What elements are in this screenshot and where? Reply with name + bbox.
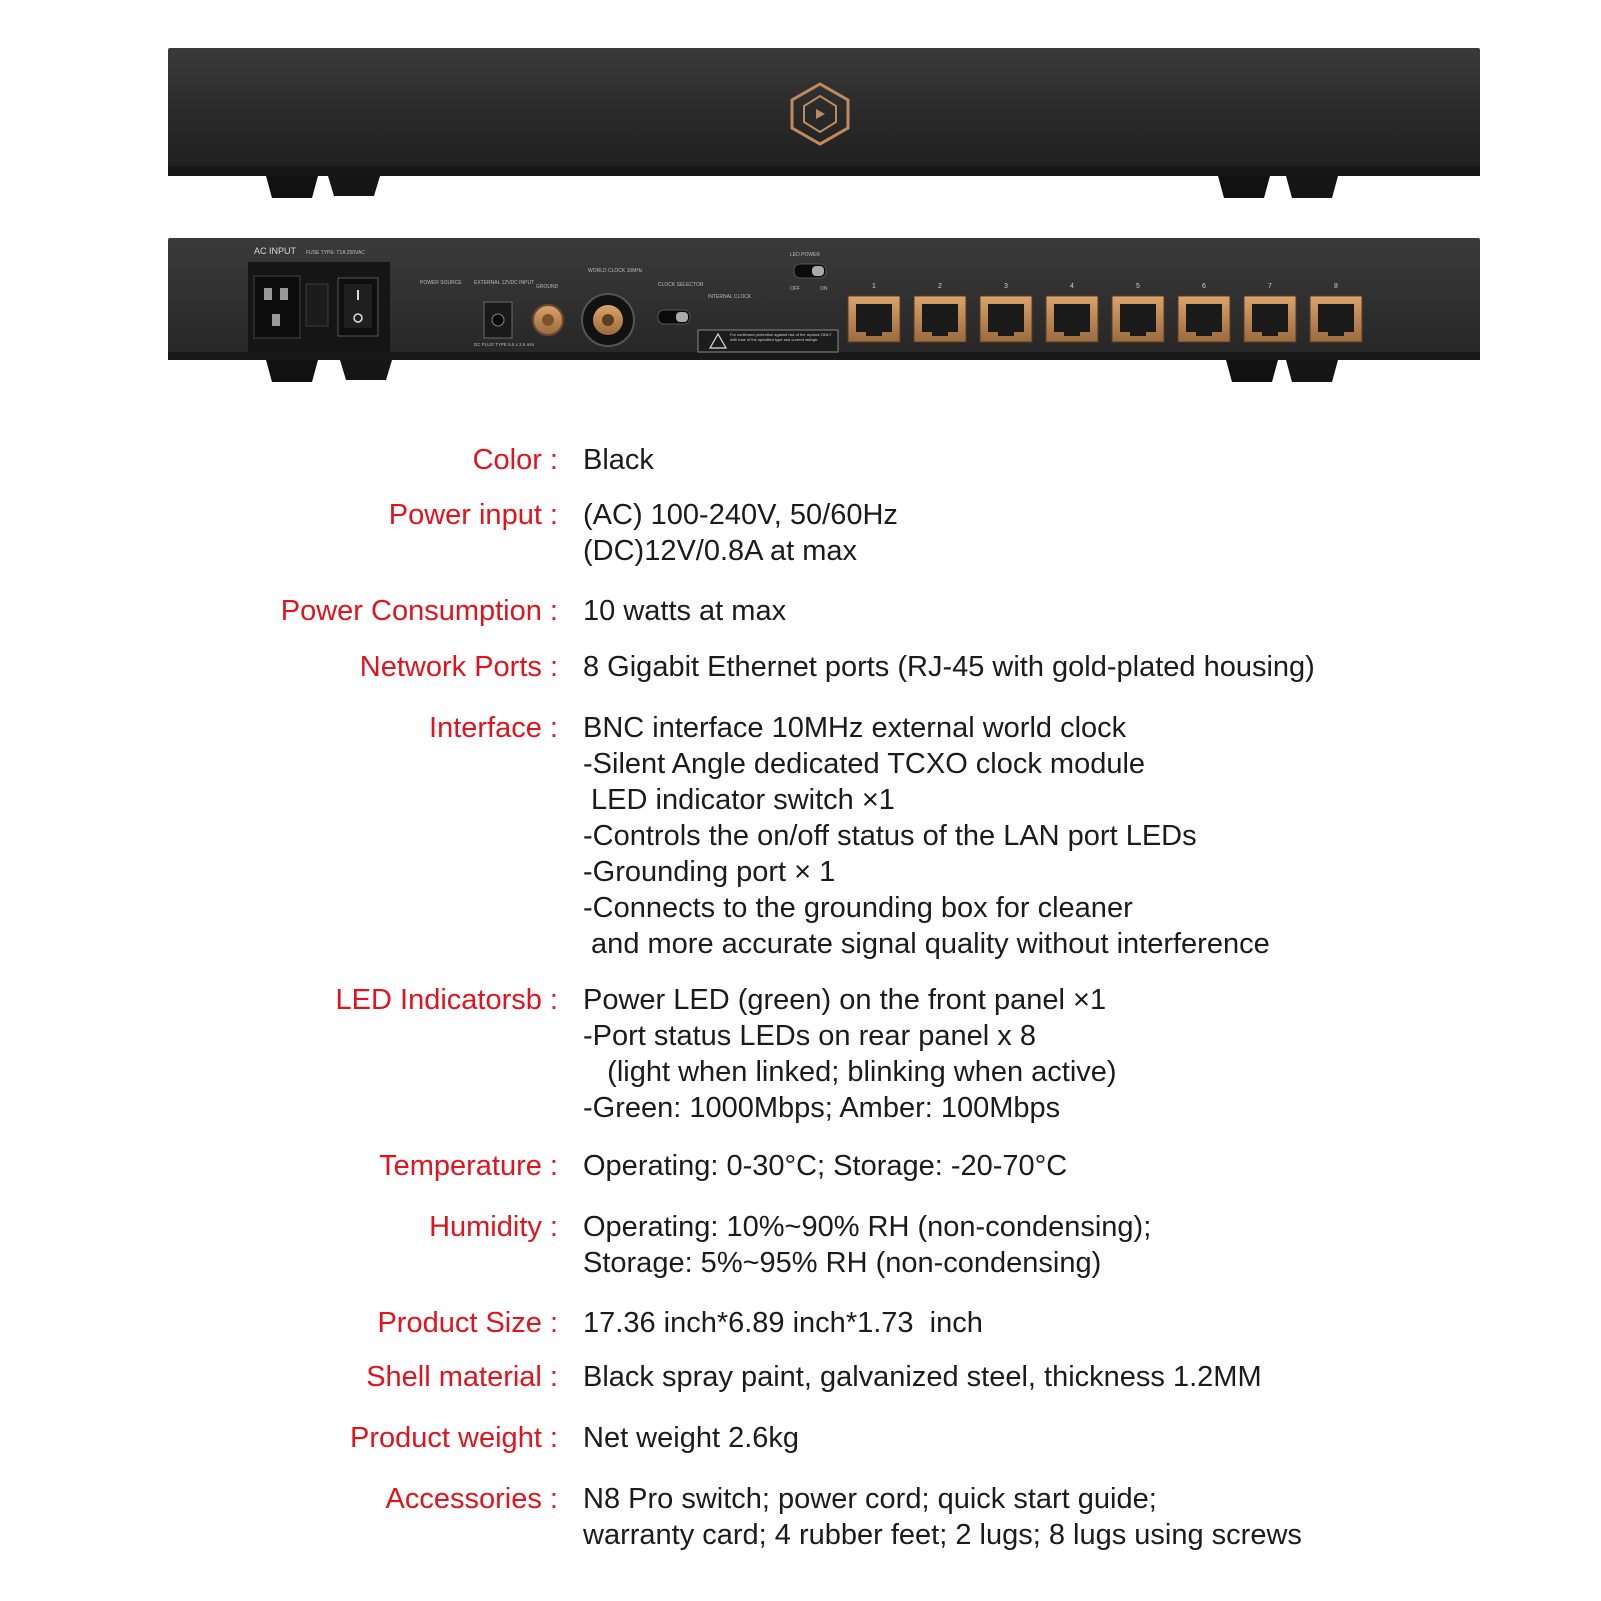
spec-value <box>583 1305 983 1341</box>
port-number-label: 5 <box>1136 283 1140 290</box>
port-number-label: 3 <box>1004 283 1008 290</box>
foot <box>1226 360 1278 382</box>
front-panel-svg <box>168 48 1480 198</box>
front-panel-image <box>168 48 1480 198</box>
port-number-label: 4 <box>1070 283 1074 290</box>
spec-value <box>583 1420 799 1456</box>
dc-plug-label: DC PLUG TYPE 5.5 x 2.5 mm <box>474 342 535 347</box>
led-on-label: ON <box>820 286 828 292</box>
spec-label: Shell material : <box>366 1361 558 1393</box>
spec-value <box>583 442 654 478</box>
spec-value <box>583 1209 1151 1281</box>
power-source-label: POWER SOURCE <box>420 280 462 286</box>
spec-value <box>583 710 1270 962</box>
foot <box>340 360 392 380</box>
spec-value-line: BNC interface 10MHz external world clock <box>583 712 1127 744</box>
foot <box>1286 360 1338 382</box>
spec-value-line: (light when linked; blinking when active) <box>583 1056 1117 1088</box>
spec-value-line: (AC) 100-240V, 50/60Hz <box>583 499 898 531</box>
spec-label: Network Ports : <box>359 651 558 683</box>
spec-label: Temperature : <box>379 1150 558 1182</box>
port-number-label: 1 <box>872 283 876 290</box>
world-clock-label: WORLD CLOCK 10MHz <box>588 268 643 274</box>
spec-value-line: N8 Pro switch; power cord; quick start guide; <box>583 1483 1157 1515</box>
front-chassis <box>168 48 1480 176</box>
spec-value-line: Storage: 5%~95% RH (non-condensing) <box>583 1247 1102 1279</box>
spec-value <box>583 497 898 569</box>
foot <box>328 176 380 196</box>
internal-clock-label: INTERNAL CLOCK <box>708 294 752 300</box>
spec-value-line: 10 watts at max <box>583 595 787 627</box>
foot <box>266 360 318 382</box>
spec-label: LED Indicatorsb : <box>335 984 558 1016</box>
port-number-label: 6 <box>1202 283 1206 290</box>
spec-value <box>583 1148 1067 1184</box>
spec-label: Interface : <box>429 712 558 744</box>
spec-value <box>583 982 1117 1126</box>
clock-selector-label: CLOCK SELECTOR <box>658 282 704 288</box>
spec-label: Color : <box>472 444 558 476</box>
foot <box>266 176 318 198</box>
spec-value <box>583 593 786 629</box>
fuse-type-label: FUSE TYPE: T1A 250VAC <box>306 250 365 256</box>
port-number-label: 2 <box>938 283 942 290</box>
spec-value-line: 17.36 inch*6.89 inch*1.73 inch <box>583 1307 983 1339</box>
led-power-label: LED POWER <box>790 252 821 258</box>
spec-label: Accessories : <box>385 1483 558 1515</box>
spec-value-line: Power LED (green) on the front panel ×1 <box>583 984 1107 1016</box>
spec-value-line: -Grounding port × 1 <box>583 856 836 888</box>
spec-value-line: warranty card; 4 rubber feet; 2 lugs; 8 lugs using screws <box>583 1519 1302 1551</box>
led-off-label: OFF <box>790 286 800 292</box>
spec-value-line: 8 Gigabit Ethernet ports (RJ-45 with gold-plated housing) <box>583 651 1315 683</box>
ac-input-label: AC INPUT <box>254 246 297 256</box>
spec-value-line: and more accurate signal quality without interference <box>583 928 1270 960</box>
spec-value-line: (DC)12V/0.8A at max <box>583 535 857 567</box>
spec-value <box>583 649 1315 685</box>
spec-value-line: -Port status LEDs on rear panel x 8 <box>583 1020 1036 1052</box>
spec-label: Product weight : <box>350 1422 558 1454</box>
spec-value <box>583 1359 1262 1395</box>
spec-value-line: -Controls the on/off status of the LAN port LEDs <box>583 820 1197 852</box>
rear-panel-svg <box>168 238 1480 390</box>
spec-label: Power input : <box>388 499 558 531</box>
spec-label: Humidity : <box>429 1211 558 1243</box>
external-dc-label: EXTERNAL 12VDC INPUT <box>474 280 535 286</box>
spec-value-line: Black <box>583 444 654 476</box>
spec-value <box>583 1481 1302 1553</box>
spec-label: Power Consumption : <box>280 595 558 627</box>
spec-value-line: -Connects to the grounding box for cleaner <box>583 892 1133 924</box>
spec-value-line: Black spray paint, galvanized steel, thickness 1.2MM <box>583 1361 1262 1393</box>
port-number-label: 8 <box>1334 283 1338 290</box>
foot <box>1286 176 1338 198</box>
spec-value-line: Operating: 0-30°C; Storage: -20-70°C <box>583 1150 1068 1182</box>
spec-value-line: Net weight 2.6kg <box>583 1422 800 1454</box>
spec-label: Product Size : <box>377 1307 558 1339</box>
rear-panel-image <box>168 238 1480 390</box>
spec-value-line: LED indicator switch ×1 <box>583 784 895 816</box>
ground-label: GROUND <box>536 284 559 290</box>
spec-value-line: Operating: 10%~90% RH (non-condensing); <box>583 1211 1152 1243</box>
spec-value-line: -Silent Angle dedicated TCXO clock module <box>583 748 1146 780</box>
warning-text: For continued protection against risk of fire replace ONLY with fuse of the specified type and current ratings. <box>730 332 832 342</box>
port-number-label: 7 <box>1268 283 1272 290</box>
spec-value-line: -Green: 1000Mbps; Amber: 100Mbps <box>583 1092 1061 1124</box>
foot <box>1218 176 1270 198</box>
